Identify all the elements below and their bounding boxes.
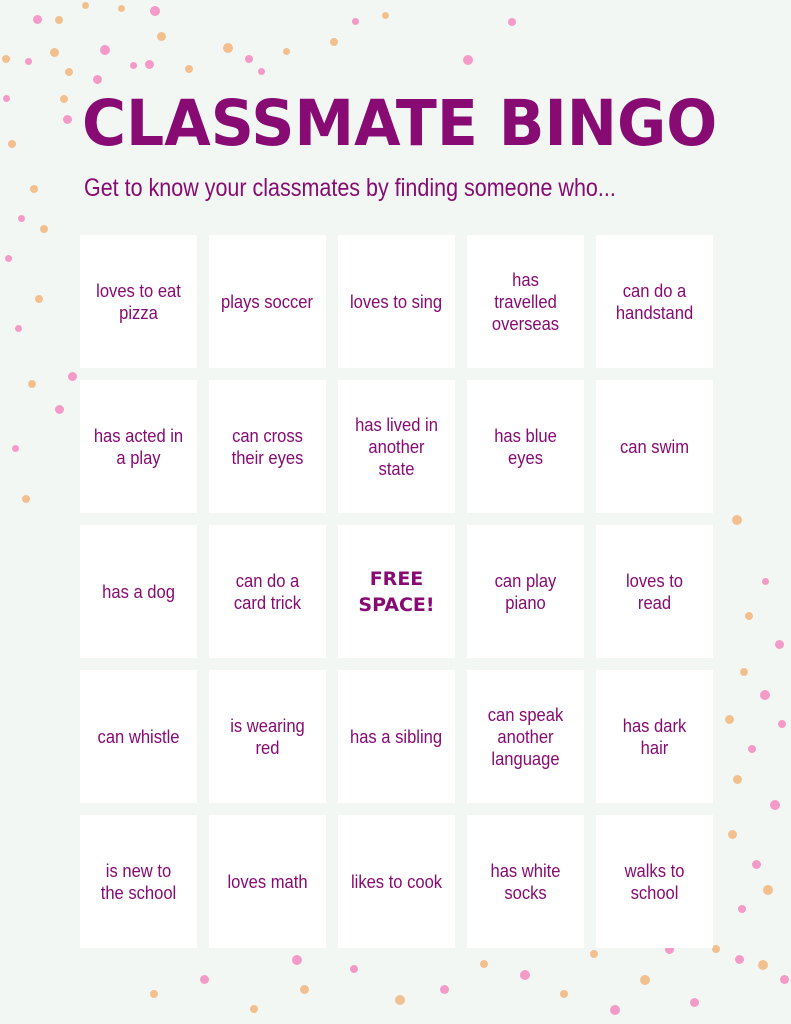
cell-label: can do a handstand — [615, 280, 694, 323]
cell-label: has lived in another state — [355, 414, 438, 479]
bingo-cell[interactable] — [80, 670, 197, 803]
bingo-cell[interactable] — [596, 670, 713, 803]
free-space-label: FREE SPACE! — [358, 567, 435, 616]
bingo-cell[interactable] — [467, 235, 584, 368]
bingo-cell[interactable] — [80, 815, 197, 948]
bingo-cell[interactable] — [467, 525, 584, 658]
bingo-cell[interactable] — [596, 525, 713, 658]
bingo-cell[interactable] — [467, 670, 584, 803]
bingo-cell[interactable] — [467, 380, 584, 513]
cell-label: has dark hair — [622, 715, 687, 758]
bingo-cell[interactable] — [80, 525, 197, 658]
cell-label: loves to read — [625, 570, 684, 613]
cell-label: can swim — [619, 436, 689, 457]
bingo-cell[interactable] — [80, 380, 197, 513]
cell-label: has blue eyes — [494, 425, 557, 468]
cell-label: can whistle — [97, 726, 180, 747]
cell-label: has white socks — [490, 860, 561, 903]
bingo-cell[interactable] — [209, 670, 326, 803]
bingo-cell[interactable] — [338, 815, 455, 948]
cell-label: has acted in a play — [93, 425, 184, 468]
page-subtitle: Get to know your classmates by finding someone who... — [84, 174, 616, 202]
cell-label: loves to sing — [350, 291, 443, 312]
cell-label: can cross their eyes — [231, 425, 304, 468]
bingo-board — [80, 235, 713, 948]
cell-label: plays soccer — [221, 291, 314, 312]
cell-label: can speak another language — [487, 704, 564, 769]
bingo-cell[interactable] — [80, 235, 197, 368]
cell-label: likes to cook — [350, 871, 443, 892]
cell-label: is new to the school — [100, 860, 177, 903]
cell-label: loves to eat pizza — [96, 280, 181, 323]
cell-label: can do a card trick — [233, 570, 302, 613]
bingo-cell[interactable] — [338, 670, 455, 803]
cell-label: walks to school — [624, 860, 685, 903]
cell-label: loves math — [227, 871, 308, 892]
bingo-cell[interactable] — [209, 525, 326, 658]
bingo-cell[interactable] — [596, 235, 713, 368]
cell-label: is wearing red — [230, 715, 305, 758]
bingo-cell[interactable] — [338, 380, 455, 513]
cell-label: has a sibling — [350, 726, 443, 747]
bingo-cell[interactable] — [209, 235, 326, 368]
cell-label: has travelled overseas — [491, 269, 560, 334]
bingo-cell[interactable] — [596, 380, 713, 513]
cell-label: can play piano — [494, 570, 557, 613]
free-space-cell[interactable] — [338, 525, 455, 658]
bingo-cell[interactable] — [338, 235, 455, 368]
bingo-cell[interactable] — [209, 380, 326, 513]
cell-label: has a dog — [102, 581, 175, 602]
bingo-cell[interactable] — [596, 815, 713, 948]
page-title: CLASSMATE BINGO — [82, 87, 718, 161]
bingo-cell[interactable] — [209, 815, 326, 948]
bingo-cell[interactable] — [467, 815, 584, 948]
